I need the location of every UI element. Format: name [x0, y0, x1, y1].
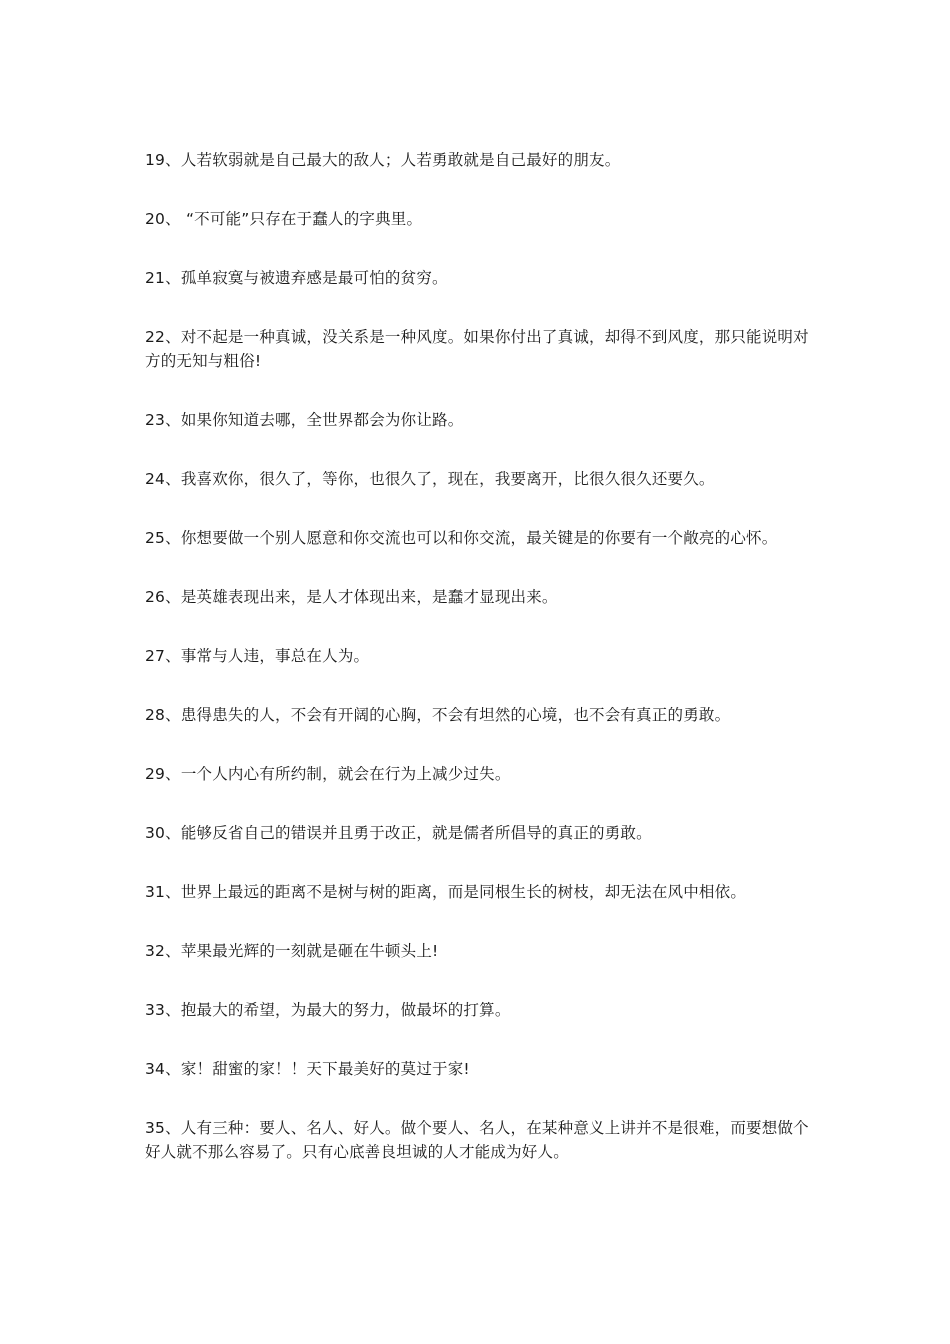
quote-20: 20、 “不可能”只存在于蠢人的字典里。 [145, 210, 423, 228]
quote-26: 26、是英雄表现出来，是人才体现出来，是蠢才显现出来。 [145, 588, 558, 606]
quote-35: 35、人有三种：要人、名人、好人。做个要人、名人，在某种意义上讲并不是很难，而要想做个好人就不那么容易了。只有心底善良坦诚的人才能成为好人。 [145, 1119, 809, 1161]
quote-30: 30、能够反省自己的错误并且勇于改正，就是儒者所倡导的真正的勇敢。 [145, 824, 652, 842]
quote-22: 22、对不起是一种真诚，没关系是一种风度。如果你付出了真诚，却得不到风度，那只能说明对方的无知与粗俗! [145, 328, 809, 370]
quote-21: 21、孤单寂寞与被遗弃感是最可怕的贫穷。 [145, 269, 448, 287]
quote-32: 32、苹果最光辉的一刻就是砸在牛顿头上! [145, 942, 439, 960]
quote-27: 27、事常与人违，事总在人为。 [145, 647, 370, 665]
quote-29: 29、一个人内心有所约制，就会在行为上减少过失。 [145, 765, 511, 783]
quote-list [145, 148, 815, 1199]
quote-19: 19、人若软弱就是自己最大的敌人；人若勇敢就是自己最好的朋友。 [145, 151, 621, 169]
quote-23: 23、如果你知道去哪，全世界都会为你让路。 [145, 411, 464, 429]
quote-31: 31、世界上最远的距离不是树与树的距离，而是同根生长的树枝，却无法在风中相依。 [145, 883, 747, 901]
quote-25: 25、你想要做一个别人愿意和你交流也可以和你交流，最关键是的你要有一个敞亮的心怀。 [145, 529, 778, 547]
quote-34: 34、家！甜蜜的家！！天下最美好的莫过于家! [145, 1060, 470, 1078]
quote-28: 28、患得患失的人，不会有开阔的心胸，不会有坦然的心境，也不会有真正的勇敢。 [145, 706, 731, 724]
quote-33: 33、抱最大的希望，为最大的努力，做最坏的打算。 [145, 1001, 511, 1019]
quote-24: 24、我喜欢你，很久了，等你，也很久了，现在，我要离开，比很久很久还要久。 [145, 470, 715, 488]
